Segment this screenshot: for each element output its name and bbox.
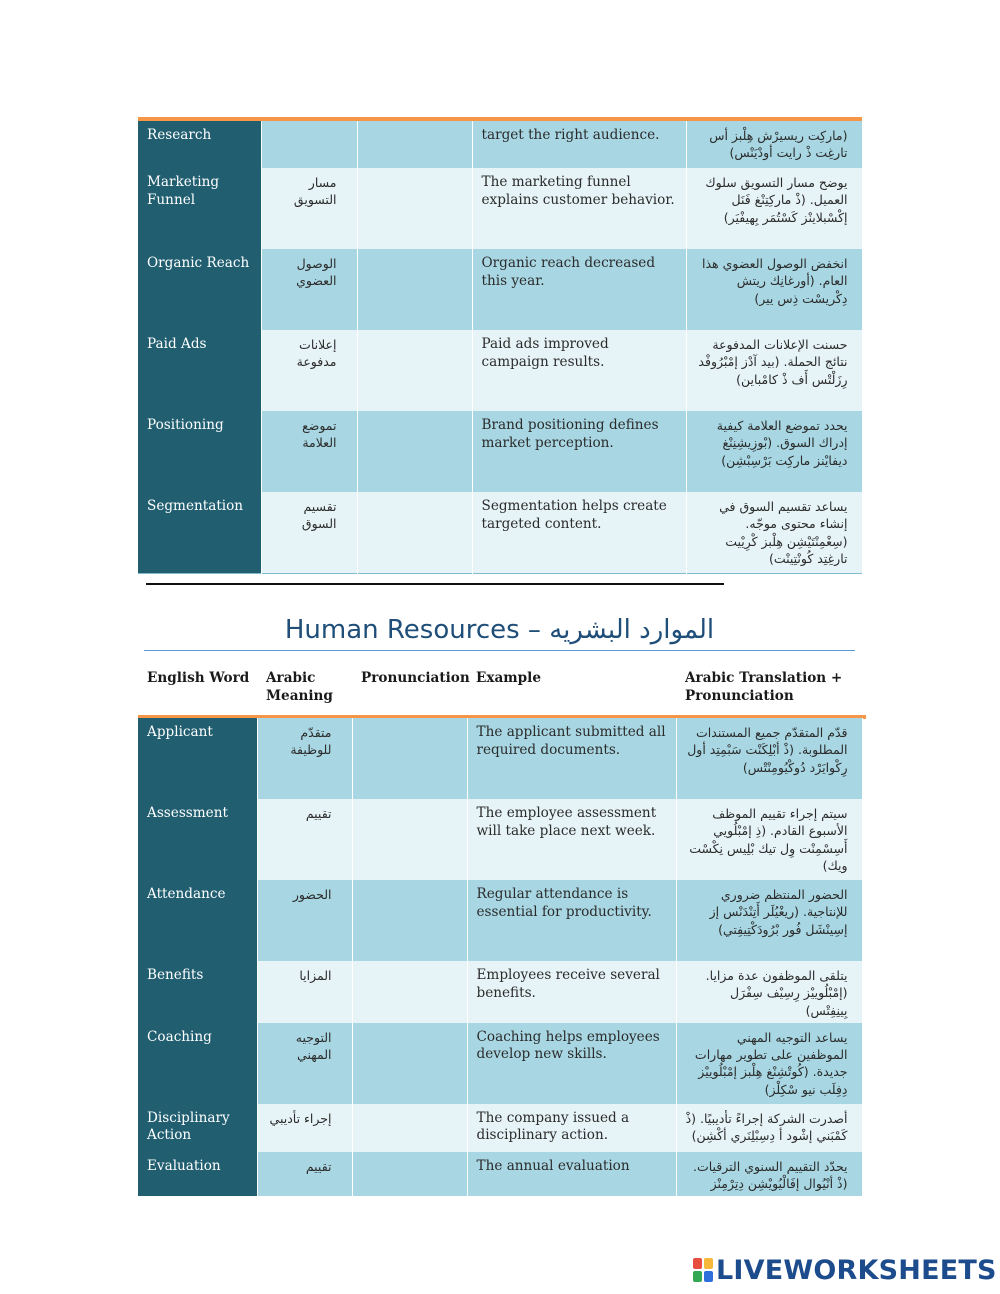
header-arabic-translation: Arabic Translation + Pronunciation (685, 670, 843, 704)
cell-english-word: Marketing Funnel (138, 168, 261, 249)
cell-example: The applicant submitted all required documents. (467, 718, 676, 799)
cell-english-word: Disciplinary Action (138, 1104, 257, 1152)
table-row (138, 121, 862, 168)
cell-arabic-meaning: المزايا (257, 961, 352, 1023)
cell-example: Organic reach decreased this year. (472, 249, 686, 330)
liveworksheets-logo (693, 1254, 997, 1286)
table-row (138, 718, 862, 799)
header-pronunciation: Pronunciation (361, 670, 470, 686)
cell-arabic-meaning: تقييم (257, 1152, 352, 1197)
cell-arabic-translation: يحدّد التقييم السنوي الترقيات. (ذْ أنْيُوال إفَالْيُويْشِن دِتِرْمِنْز (676, 1152, 862, 1197)
cell-example: target the right audience. (472, 121, 686, 168)
cell-english-word: Segmentation (138, 492, 261, 573)
cell-pronunciation (352, 799, 467, 880)
table-row (138, 880, 862, 961)
cell-arabic-meaning: الحضور (257, 880, 352, 961)
cell-example: Brand positioning defines market perception. (472, 411, 686, 492)
cell-english-word: Assessment (138, 799, 257, 880)
cell-arabic-meaning: تقييم (257, 799, 352, 880)
table-row (138, 961, 862, 1023)
cell-pronunciation (357, 168, 472, 249)
cell-arabic-translation: أصدرت الشركة إجراءً تأديبيًا. (ذْ كَمْبَني إشْود أ دِسِبْلِنَري أكْشِن) (676, 1104, 862, 1152)
table-row (138, 249, 862, 330)
cell-english-word: Benefits (138, 961, 257, 1023)
cell-example: The company issued a disciplinary action. (467, 1104, 676, 1152)
table-row (138, 492, 862, 573)
cell-english-word: Research (138, 121, 261, 168)
cell-arabic-translation: يوضح مسار التسويق سلوك العميل. (ذْ ماركِتِنْغ فَنَل إكْسْبلاينْز كَسْتُمَر بِهيفْيَر) (686, 168, 862, 249)
cell-pronunciation (357, 492, 472, 573)
cell-example: Employees receive several benefits. (467, 961, 676, 1023)
cell-arabic-meaning (261, 121, 357, 168)
cell-english-word: Attendance (138, 880, 257, 961)
cell-pronunciation (352, 880, 467, 961)
header-english-word: English Word (147, 670, 250, 686)
cell-english-word: Coaching (138, 1023, 257, 1104)
cell-arabic-translation: يساعد تقسيم السوق في إنشاء محتوى موجّه. (سِغْمِنْتَيْشِن هِلْبز كْرِيْيت تارغِتِد كُونْتِينْت) (686, 492, 862, 573)
cell-pronunciation (352, 1104, 467, 1152)
cell-arabic-translation: قدّم المتقدّم جميع المستندات المطلوبة. (ذْ أبْلِكَنْت سَبْمِتِد أول رِكْوايَرْد دُوكْيُومِنْتْس) (676, 718, 862, 799)
cell-arabic-meaning: مسار التسويق (261, 168, 357, 249)
cell-arabic-translation: يساعد التوجيه المهني الموظفين على تطوير مهارات جديدة. (كُوتْشِنْغ هِلْبز إمْبْلُوييْز دِفِلَب نيو سْكِلْز) (676, 1023, 862, 1104)
cell-pronunciation (357, 330, 472, 411)
logo-text: LIVEWORKSHEETS (716, 1254, 997, 1286)
cell-example: The employee assessment will take place next week. (467, 799, 676, 880)
cell-arabic-translation: سيتم إجراء تقييم الموظف الأسبوع القادم. (ذِ إمْبْلُويي أَسِسْمِنْت وِل تيك بْلِيس نِكْسْت ويك) (676, 799, 862, 880)
cell-arabic-meaning: إجراء تأديبي (257, 1104, 352, 1152)
logo-mark-icon (693, 1258, 713, 1282)
table-row (138, 1104, 862, 1152)
cell-english-word: Applicant (138, 718, 257, 799)
cell-arabic-meaning: إعلانات مدفوعة (261, 330, 357, 411)
cell-pronunciation (357, 121, 472, 168)
table-row (138, 799, 862, 880)
cell-example: The marketing funnel explains customer behavior. (472, 168, 686, 249)
hr-vocab-table (138, 718, 863, 1196)
section-title: Human Resources – الموارد البشريه (284, 615, 715, 645)
table-row (138, 411, 862, 492)
cell-pronunciation (352, 961, 467, 1023)
marketing-vocab-table (138, 121, 863, 574)
cell-arabic-translation: (ماركِت ريسيرْش هِلْبز أس تارغِت ذْ رايت أودْيَنْس) (686, 121, 862, 168)
cell-pronunciation (357, 411, 472, 492)
header-arabic-meaning: Arabic Meaning (266, 670, 333, 704)
cell-pronunciation (352, 1023, 467, 1104)
cell-pronunciation (357, 249, 472, 330)
cell-arabic-translation: يحدد تموضع العلامة كيفية إدراك السوق. (بْوزِيشِنِنْغ ديفايْنز ماركِت بَرْسِبْشِن) (686, 411, 862, 492)
cell-arabic-meaning: تقسيم السوق (261, 492, 357, 573)
cell-example: Segmentation helps create targeted content. (472, 492, 686, 573)
table-row (138, 1023, 862, 1104)
table-row (138, 168, 862, 249)
header-example: Example (476, 670, 541, 686)
cell-arabic-meaning: التوجيه المهني (257, 1023, 352, 1104)
cell-english-word: Organic Reach (138, 249, 261, 330)
cell-arabic-translation: انخفض الوصول العضوي هذا العام. (أورغانِك ريتش دِكْريسْت ذِس يير) (686, 249, 862, 330)
cell-example: The annual evaluation (467, 1152, 676, 1197)
cell-arabic-translation: يتلقى الموظفون عدة مزايا. (إمْبْلُوييْز رِسِيْف سِفْرَل بِينِفِتْس) (676, 961, 862, 1023)
cell-arabic-translation: الحضور المنتظم ضروري للإنتاجية. (ريغْيُلَر أَتِنْدَنْس إز إسِينْشَل فُور بْرُودَكْتِيفِتي) (676, 880, 862, 961)
table-row (138, 1152, 862, 1197)
cell-english-word: Evaluation (138, 1152, 257, 1197)
cell-example: Paid ads improved campaign results. (472, 330, 686, 411)
cell-example: Regular attendance is essential for productivity. (467, 880, 676, 961)
cell-english-word: Positioning (138, 411, 261, 492)
cell-arabic-translation: حسنت الإعلانات المدفوعة نتائج الحملة. (بيد آدْز إمْبْرُوفْد رِزَلْتْس أَف ذْ كامْباين) (686, 330, 862, 411)
table-row (138, 330, 862, 411)
cell-arabic-meaning: تموضع العلامة (261, 411, 357, 492)
cell-example: Coaching helps employees develop new skills. (467, 1023, 676, 1104)
section-divider (146, 583, 724, 585)
cell-english-word: Paid Ads (138, 330, 261, 411)
cell-pronunciation (352, 1152, 467, 1197)
cell-pronunciation (352, 718, 467, 799)
cell-arabic-meaning: الوصول العضوي (261, 249, 357, 330)
title-underline (144, 650, 855, 651)
cell-arabic-meaning: متقدّم للوظيفة (257, 718, 352, 799)
